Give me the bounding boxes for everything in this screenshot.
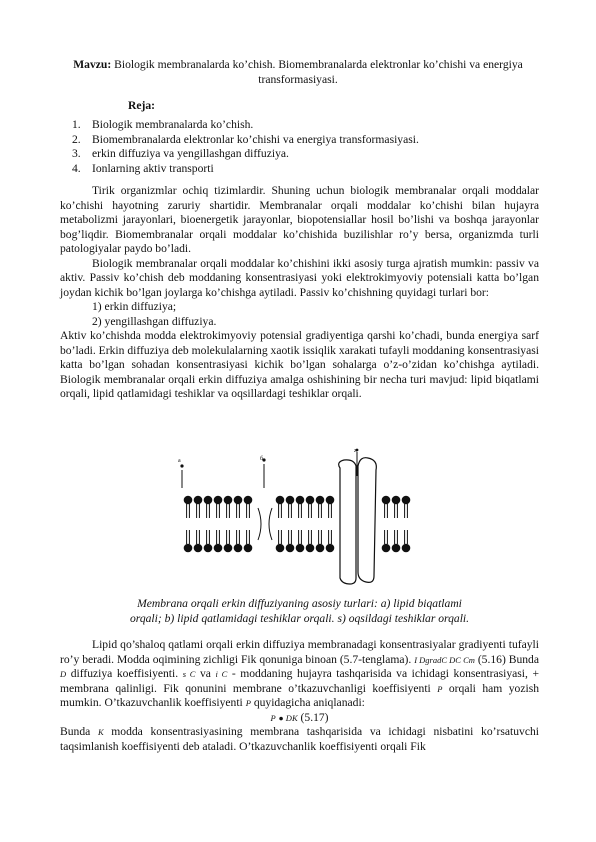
figure-label: б bbox=[260, 456, 264, 462]
paragraph-5: Bunda K modda konsentrasiyasining membrana tashqarisida va ichidagi nisbatini ko’rsatuvchi taqsimlanish koeffisiyenti deb ataladi. O’tkazuvchanlik koeffisiyenti orqali Fik bbox=[60, 725, 539, 753]
paragraph-2: Biologik membranalar orqali moddalar ko’chishini ikki asosiy turga ajratish mumkin: passiv va aktiv. Passiv ko’chish deb moddaning konsentrasiyasi yoki elektrokimyoviy potensiali katta bo’lgan joydan kichik bo’lgan joylarga ko’chishga aytiladi. Passiv ko’chishning quyidagi turlari bor: bbox=[60, 256, 539, 299]
list-item-1: 1) erkin diffuziya; bbox=[92, 300, 177, 313]
main-text bbox=[60, 184, 539, 402]
diffusion-arrows bbox=[182, 452, 357, 488]
protein-channel bbox=[339, 458, 377, 584]
plan-item: 2. Biomembranalarda elektronlar ko’chishi va energiya transformasiyasi. bbox=[72, 132, 419, 146]
pore-lipids bbox=[258, 508, 272, 540]
figure-label: a bbox=[178, 458, 181, 464]
plan-item: 3. erkin diffuziya va yengillashgan diffuziya. bbox=[72, 147, 289, 160]
plan-list bbox=[72, 118, 419, 176]
paragraph-3: Aktiv ko’chishda modda elektrokimyoviy potensial gradiyentiga qarshi ko’chadi, bunda energiya sarf bo’ladi. Erkin diffuziya deb molekulalarning xaotik issiqlik xarakati tufayli moddaning konsentrasiyasi katta bo’lgan sohadan konsentrasiyasi kichik bo’lgan sohalarga o’z-o’zidan ko’chishga aytiladi. Biologik membranalar orqali erkin diffuziya amalga oshishining bir necha turi mavjud: lipid biqatlami orqali, lipid qatlamidagi teshiklar va oqsillardagi teshiklar orqali. bbox=[60, 329, 539, 400]
plan-item: 4. Ionlarning aktiv transporti bbox=[72, 161, 214, 175]
paragraph-4: Lipid qo’shaloq qatlami orqali erkin diffuziya membranadagi konsentrasiyalar gradiyenti tufayli ro’y beradi. Modda oqimining zichligi Fik qonuniga binoan (5.7-tenglama). I DgradC DC Cm (5.16) Bunda D diffuziya koeffisiyenti. s C va i C - moddaning hujayra tashqarisida va ichidagi konsentrasiyasi, + membrana qalinligi. Fik qonunini membrane o’tkazuvchanligi koeffisiyenti P orqali ham yozish mumkin. O’tkazuvchanlik koeffisiyenti P quyidagicha aniqlanadi: bbox=[60, 638, 540, 709]
list-item-2: 2) yengillashgan diffuziya. bbox=[92, 314, 217, 328]
topic-label: Mavzu: bbox=[73, 58, 112, 71]
molecule-dot bbox=[180, 464, 183, 467]
plan-item: 1. Biologik membranalarda ko’chish. bbox=[72, 118, 254, 131]
figure-caption bbox=[60, 596, 539, 626]
plan-heading: Reja: bbox=[128, 99, 156, 112]
paragraph-1: Tirik organizmlar ochiq tizimlardir. Shuning uchun biologik membranalar orqali moddalar ko’chishi hayotning zaruriy shartidir. Membranalar orqali moddalar ko’chishi bilan hujayra metabolizmi jarayonlari, bioenergetik jarayonlar, biopotensiallar hosil bo’lishi va boshqa jarayonlar bog’liqdir. Biomembranalar orqali moddalar ko’chishida buzilishlar ro’y bersa, organizmda turli patologiyalar paydo bo’ladi. bbox=[60, 184, 539, 255]
caption-line-2: orqali; b) lipid qatlamidagi teshiklar orqali. s) oqsildagi teshiklar orqali. bbox=[129, 612, 470, 625]
lower-lipid-layer bbox=[184, 530, 411, 552]
topic-title bbox=[60, 57, 536, 87]
lower-text bbox=[60, 638, 539, 754]
upper-lipid-layer bbox=[184, 496, 411, 518]
caption-line-1: Membrana orqali erkin diffuziyaning asosiy turlari: a) lipid biqatlami bbox=[137, 597, 462, 610]
membrane-diffusion-figure bbox=[168, 448, 428, 586]
formula-5-17: P ● DK (5.17) bbox=[270, 710, 329, 724]
topic-text: Biologik membranalarda ko’chish. Biomembranalarda elektronlar ko’chishi va energiya transformasiyasi. bbox=[114, 58, 523, 86]
figure-label: z bbox=[354, 448, 357, 454]
